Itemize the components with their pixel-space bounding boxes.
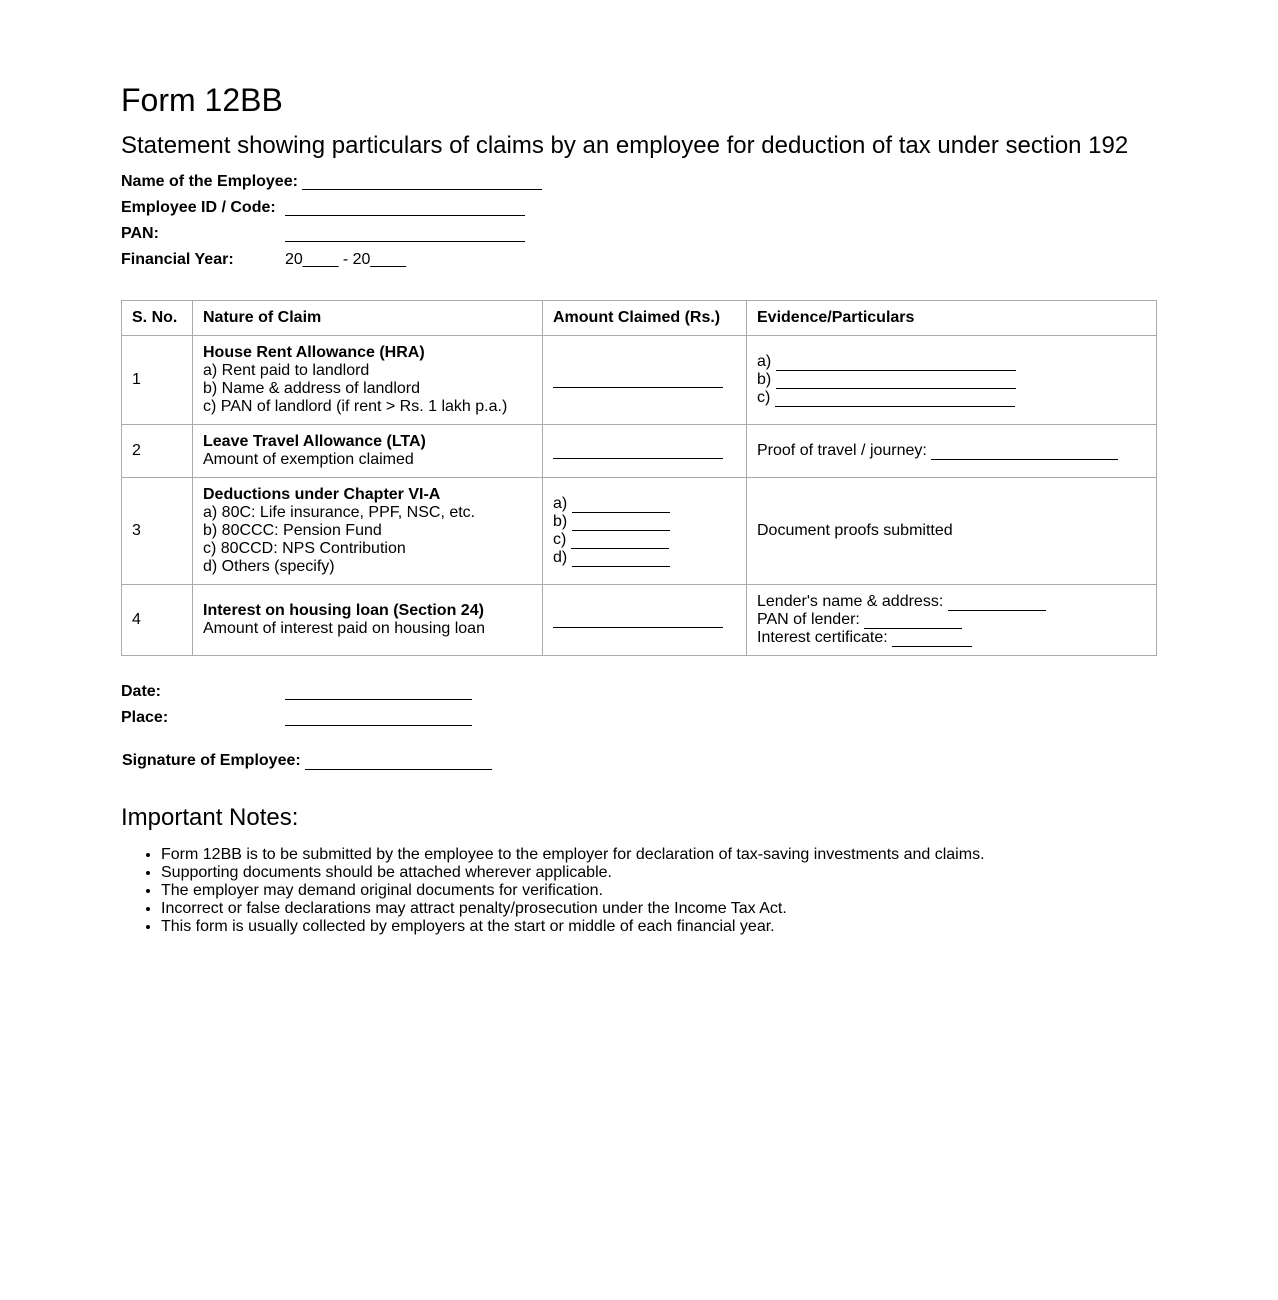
evidence-line: [757, 389, 1146, 407]
header-evidence: Evidence/Particulars: [747, 301, 1157, 336]
financial-year-field[interactable]: 20____ - 20____: [285, 251, 406, 268]
claim-line: a) Rent paid to landlord: [203, 362, 370, 379]
employee-name-label: Name of the Employee:: [121, 173, 298, 190]
evidence-label: PAN of lender:: [757, 611, 860, 628]
row-sno: 1: [122, 336, 193, 425]
evidence-label: a): [757, 353, 772, 370]
row-nature: [193, 585, 543, 656]
amount-field[interactable]: [572, 497, 670, 513]
list-item: • The employer may demand original documents for verification.: [161, 882, 1157, 900]
evidence-line: [757, 611, 1146, 629]
evidence-field[interactable]: [776, 373, 1016, 389]
evidence-line: [757, 629, 1146, 647]
employee-id-label: Employee ID / Code:: [121, 199, 276, 216]
employee-name-field[interactable]: [302, 172, 542, 190]
evidence-label: b): [757, 371, 772, 388]
claim-title: House Rent Allowance (HRA): [203, 344, 425, 361]
notes-list: [121, 846, 1157, 936]
amount-line: [553, 513, 736, 531]
list-item: • Incorrect or false declarations may attract penalty/prosecution under the Income Tax Act.: [161, 900, 1157, 918]
evidence-line: [757, 442, 1146, 460]
evidence-line: [757, 593, 1146, 611]
list-item: • This form is usually collected by employers at the start or middle of each financial year.: [161, 918, 1157, 936]
claim-line: d) Others (specify): [203, 558, 335, 575]
list-item: • Form 12BB is to be submitted by the employee to the employer for declaration of tax-saving investments and claims.: [161, 846, 1157, 864]
row-evidence: [747, 478, 1157, 585]
financial-year-label: Financial Year:: [121, 251, 234, 268]
claim-line: a) 80C: Life insurance, PPF, NSC, etc.: [203, 504, 476, 521]
date-place-section: [121, 682, 1157, 734]
signature-label: Signature of Employee:: [122, 752, 301, 769]
amount-line: [553, 531, 736, 549]
amount-field[interactable]: [572, 515, 670, 531]
row-amount: [543, 478, 747, 585]
evidence-line: [757, 371, 1146, 389]
table-row: [122, 336, 1157, 425]
amount-field[interactable]: [571, 533, 669, 549]
page-subtitle: Statement showing particulars of claims by an employee for deduction of tax under section 192: [121, 132, 1129, 159]
place-row: [121, 708, 1157, 734]
notes-title: Important Notes:: [121, 804, 299, 831]
amount-field[interactable]: [572, 551, 670, 567]
evidence-field[interactable]: [948, 595, 1046, 611]
place-label: Place:: [121, 709, 169, 726]
amount-field[interactable]: [553, 371, 723, 388]
header-nature: Nature of Claim: [193, 301, 543, 336]
row-evidence: [747, 336, 1157, 425]
evidence-label: Proof of travel / journey:: [757, 442, 927, 459]
employee-name-row: [121, 172, 1157, 198]
table-row: [122, 585, 1157, 656]
pan-field[interactable]: [285, 224, 525, 242]
place-field[interactable]: [285, 708, 472, 726]
row-nature: [193, 478, 543, 585]
employee-details: [121, 172, 1157, 276]
amount-field[interactable]: [553, 611, 723, 628]
date-field[interactable]: [285, 682, 472, 700]
claim-title: Leave Travel Allowance (LTA): [203, 433, 426, 450]
date-row: [121, 682, 1157, 708]
claim-line: b) 80CCC: Pension Fund: [203, 522, 382, 539]
signature-field[interactable]: [305, 752, 492, 770]
page-title: Form 12BB: [121, 82, 283, 118]
row-sno: 3: [122, 478, 193, 585]
signature-row: [121, 752, 1157, 770]
evidence-field[interactable]: [776, 355, 1016, 371]
evidence-label: Interest certificate:: [757, 629, 888, 646]
claim-line: b) Name & address of landlord: [203, 380, 420, 397]
amount-label: b): [553, 513, 568, 530]
header-sno: S. No.: [122, 301, 193, 336]
amount-label: a): [553, 495, 568, 512]
amount-label: d): [553, 549, 568, 566]
row-nature: [193, 425, 543, 478]
evidence-label: c): [757, 389, 771, 406]
claim-line: c) 80CCD: NPS Contribution: [203, 540, 406, 557]
employee-id-field[interactable]: [285, 198, 525, 216]
row-evidence: [747, 425, 1157, 478]
pan-label: PAN:: [121, 225, 159, 242]
date-label: Date:: [121, 683, 162, 700]
row-sno: 4: [122, 585, 193, 656]
row-amount: [543, 585, 747, 656]
claims-table: [121, 300, 1157, 656]
table-row: [122, 478, 1157, 585]
evidence-text: Document proofs submitted: [757, 522, 953, 539]
claim-title: Interest on housing loan (Section 24): [203, 602, 484, 619]
form-page: [121, 80, 1157, 936]
row-amount: [543, 336, 747, 425]
employee-id-row: [121, 198, 1157, 224]
row-evidence: [747, 585, 1157, 656]
row-sno: 2: [122, 425, 193, 478]
claim-line: c) PAN of landlord (if rent > Rs. 1 lakh p.a.): [203, 398, 508, 415]
evidence-field[interactable]: [864, 613, 962, 629]
amount-label: c): [553, 531, 567, 548]
amount-line: [553, 495, 736, 513]
table-row: [122, 425, 1157, 478]
evidence-label: Lender's name & address:: [757, 593, 944, 610]
claim-line: Amount of exemption claimed: [203, 451, 414, 468]
financial-year-row: [121, 250, 1157, 276]
claim-title: Deductions under Chapter VI-A: [203, 486, 441, 503]
row-nature: [193, 336, 543, 425]
amount-line: [553, 549, 736, 567]
header-amount: Amount Claimed (Rs.): [543, 301, 747, 336]
table-header-row: [122, 301, 1157, 336]
amount-field[interactable]: [553, 442, 723, 459]
list-item: • Supporting documents should be attached wherever applicable.: [161, 864, 1157, 882]
evidence-field[interactable]: [775, 391, 1015, 407]
evidence-line: [757, 353, 1146, 371]
evidence-field[interactable]: [931, 444, 1118, 460]
evidence-field[interactable]: [892, 631, 972, 647]
row-amount: [543, 425, 747, 478]
pan-row: [121, 224, 1157, 250]
claim-line: Amount of interest paid on housing loan: [203, 620, 485, 637]
